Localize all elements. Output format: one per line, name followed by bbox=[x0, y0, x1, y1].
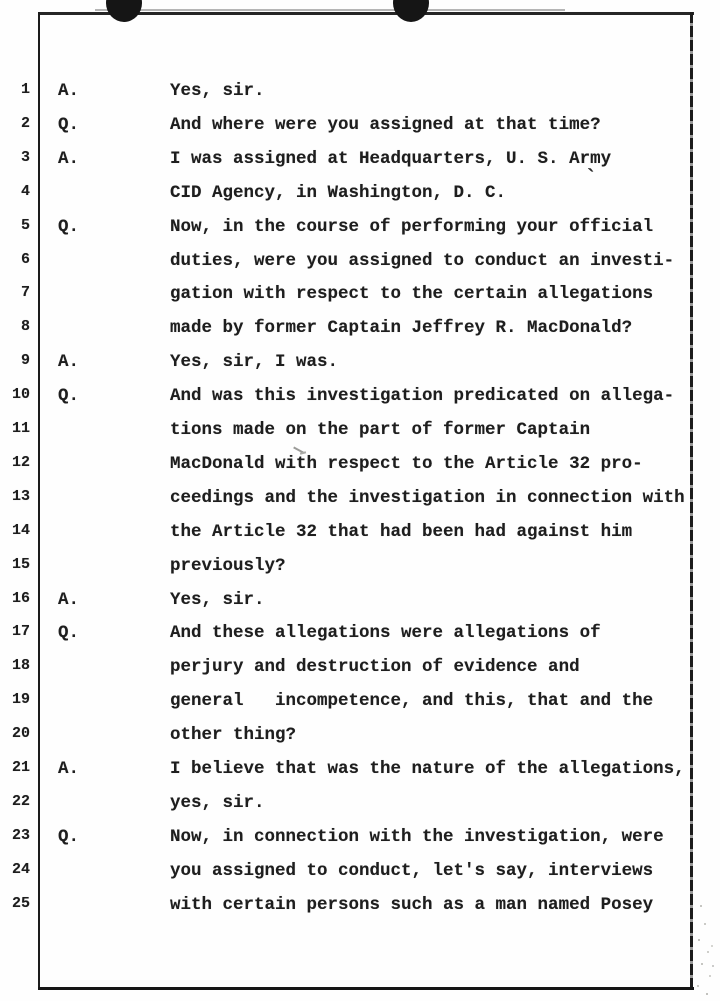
speaker-label: A. bbox=[58, 352, 80, 373]
speaker-label: A. bbox=[58, 589, 80, 610]
speaker-label: A. bbox=[58, 81, 80, 101]
line-text: And was this investigation predicated on allega- bbox=[170, 386, 675, 407]
line-number: 3 bbox=[20, 148, 30, 166]
line-number: 25 bbox=[11, 894, 30, 912]
speaker-label: Q. bbox=[58, 216, 80, 237]
line-text: gation with respect to the certain allegations bbox=[170, 284, 654, 305]
transcript-line bbox=[0, 316, 720, 342]
line-text: general incompetence, and this, that and the bbox=[170, 691, 654, 712]
transcript-line bbox=[0, 825, 720, 851]
line-text: previously? bbox=[170, 555, 286, 576]
line-text: other thing? bbox=[170, 725, 297, 746]
line-text: I was assigned at Headquarters, U. S. Army bbox=[170, 148, 612, 169]
transcript-line bbox=[0, 147, 720, 173]
line-number: 7 bbox=[20, 284, 30, 302]
line-text: tions made on the part of former Captain bbox=[170, 420, 591, 440]
line-text: Yes, sir. bbox=[170, 81, 265, 101]
line-text: you assigned to conduct, let's say, interviews bbox=[170, 860, 654, 881]
line-number: 1 bbox=[20, 81, 30, 98]
line-number: 19 bbox=[11, 691, 30, 709]
speaker-label: Q. bbox=[58, 114, 80, 135]
transcript-line bbox=[0, 621, 720, 647]
transcript-line bbox=[0, 588, 720, 614]
speaker-label: Q. bbox=[58, 623, 80, 644]
line-text: Now, in connection with the investigation, were bbox=[170, 826, 664, 847]
line-text: MacDonald with respect to the Article 32 pro- bbox=[170, 453, 643, 474]
transcript-line bbox=[0, 486, 720, 512]
speaker-label: Q. bbox=[58, 386, 80, 407]
transcript-line bbox=[0, 113, 720, 139]
line-text: CID Agency, in Washington, D. C. bbox=[170, 182, 507, 203]
transcript-line bbox=[0, 418, 720, 444]
line-number: 13 bbox=[11, 487, 30, 505]
line-number: 10 bbox=[11, 386, 30, 404]
transcript-line bbox=[0, 215, 720, 241]
transcript-line bbox=[0, 79, 720, 105]
speaker-label: A. bbox=[58, 148, 80, 169]
transcript-line bbox=[0, 282, 720, 308]
line-number: 4 bbox=[20, 182, 30, 200]
line-number: 2 bbox=[20, 114, 30, 132]
transcript-line bbox=[0, 520, 720, 546]
speaker-label: A. bbox=[58, 759, 80, 779]
stray-ink-mark: ` bbox=[581, 165, 598, 192]
transcript-line bbox=[0, 554, 720, 580]
line-text: Yes, sir. bbox=[170, 589, 265, 610]
scan-noise-speckles bbox=[700, 905, 702, 907]
line-number: 15 bbox=[11, 555, 30, 573]
line-text: perjury and destruction of evidence and bbox=[170, 657, 580, 678]
line-text: And where were you assigned at that time? bbox=[170, 114, 601, 135]
line-number: 16 bbox=[11, 589, 30, 607]
transcript-line bbox=[0, 384, 720, 410]
line-number: 12 bbox=[11, 453, 30, 471]
line-number: 21 bbox=[11, 759, 30, 776]
transcript-line bbox=[0, 452, 720, 478]
line-text: yes, sir. bbox=[170, 792, 265, 813]
line-text: I believe that was the nature of the allegations, bbox=[170, 759, 685, 779]
line-text: ceedings and the investigation in connection with bbox=[170, 487, 685, 508]
line-text: the Article 32 that had been had against him bbox=[170, 521, 633, 542]
line-text: with certain persons such as a man named Posey bbox=[170, 894, 654, 915]
speaker-label: Q. bbox=[58, 826, 80, 847]
line-number: 14 bbox=[11, 521, 30, 539]
transcript-line bbox=[0, 181, 720, 207]
line-text: duties, were you assigned to conduct an investi- bbox=[170, 250, 675, 271]
transcript-line bbox=[0, 689, 720, 715]
line-number: 18 bbox=[11, 657, 30, 675]
transcript-line bbox=[0, 859, 720, 885]
transcript-line bbox=[0, 791, 720, 817]
line-number: 8 bbox=[20, 318, 30, 336]
line-number: 22 bbox=[11, 792, 30, 810]
line-number: 5 bbox=[20, 216, 30, 234]
transcript-line bbox=[0, 893, 720, 919]
transcript-line bbox=[0, 757, 720, 783]
line-number: 9 bbox=[20, 352, 30, 370]
line-text: And these allegations were allegations of bbox=[170, 623, 601, 644]
transcript-line bbox=[0, 655, 720, 681]
transcript-line bbox=[0, 723, 720, 749]
line-text: Now, in the course of performing your official bbox=[170, 216, 654, 237]
line-text: made by former Captain Jeffrey R. MacDonald? bbox=[170, 318, 633, 339]
line-number: 24 bbox=[11, 860, 30, 878]
line-number: 23 bbox=[11, 826, 30, 844]
transcript-line bbox=[0, 350, 720, 376]
transcript-line bbox=[0, 249, 720, 275]
line-number: 6 bbox=[20, 250, 30, 268]
line-text: Yes, sir, I was. bbox=[170, 352, 339, 373]
line-number: 17 bbox=[11, 623, 30, 641]
line-number: 11 bbox=[11, 420, 30, 437]
line-number: 20 bbox=[11, 725, 30, 743]
